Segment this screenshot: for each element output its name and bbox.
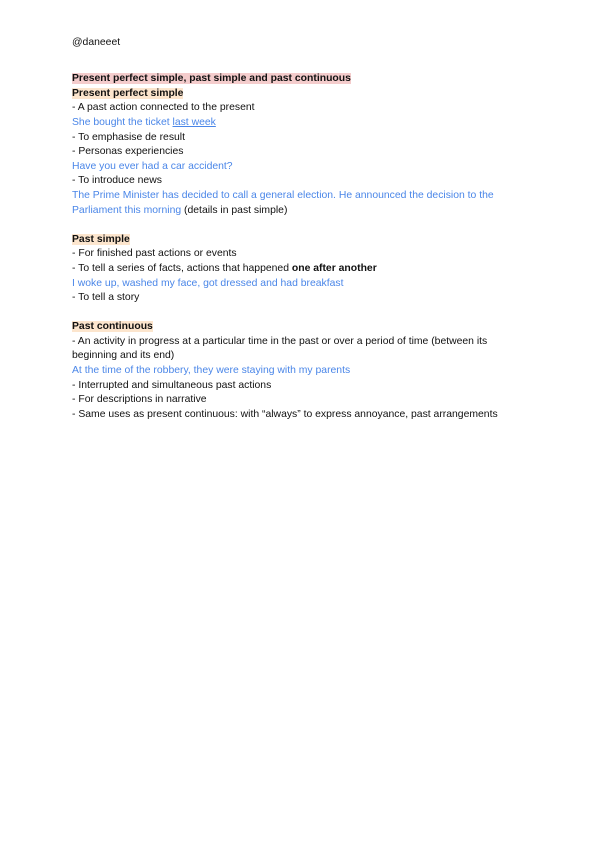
author-handle: @daneeet: [72, 37, 121, 48]
main-heading: Present perfect simple, past simple and past continuous: [72, 73, 351, 85]
present-perfect-use-4: - To introduce news: [72, 175, 162, 187]
present-perfect-example-2: Have you ever had a car accident?: [72, 160, 233, 172]
last-week-link[interactable]: last week: [172, 116, 216, 128]
present-perfect-heading: Present perfect simple: [72, 87, 184, 99]
past-continuous-use-2: - Interrupted and simultaneous past actions: [72, 379, 272, 391]
past-simple-use-3: - To tell a story: [72, 292, 140, 304]
past-simple-example-1: I woke up, washed my face, got dressed and had breakfast: [72, 277, 344, 289]
past-simple-use-1: - For finished past actions or events: [72, 248, 237, 260]
past-continuous-use-3: - For descriptions in narrative: [72, 394, 207, 406]
present-perfect-use-1: - A past action connected to the present: [72, 102, 255, 114]
present-perfect-use-2: - To emphasise de result: [72, 131, 186, 143]
document-body: [72, 36, 534, 422]
past-continuous-use-1: - An activity in progress at a particular time in the past or over a period of time (between its beginning and its end): [72, 335, 488, 362]
past-continuous-example-1: At the time of the robbery, they were staying with my parents: [72, 365, 351, 377]
past-continuous-use-4: - Same uses as present continuous: with “always” to express annoyance, past arrangements: [72, 408, 498, 420]
present-perfect-use-3: - Personas experiencies: [72, 146, 184, 158]
past-continuous-heading: Past continuous: [72, 321, 153, 333]
present-perfect-example-3: The Prime Minister has decided to call a general election. He announced the decision to the Parliament this morning (details in past simple): [72, 189, 494, 216]
past-simple-heading: Past simple: [72, 233, 130, 245]
present-perfect-example-1: She bought the ticket last week: [72, 116, 216, 128]
past-simple-use-2: - To tell a series of facts, actions that happened one after another: [72, 262, 377, 274]
